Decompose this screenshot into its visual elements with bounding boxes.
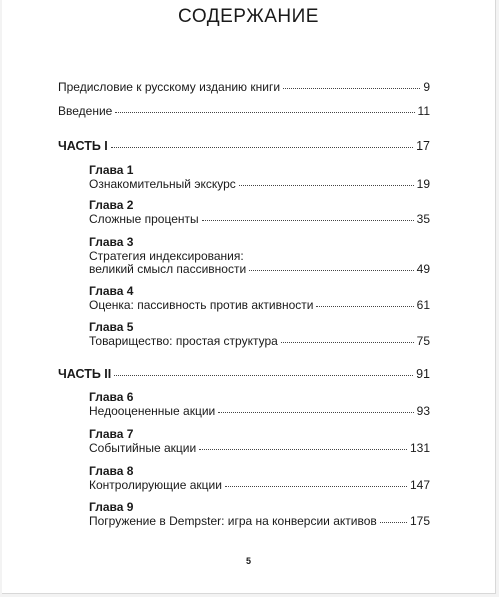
chapter-heading: Глава 2: [89, 198, 134, 212]
toc-entry-page: 9: [423, 80, 430, 94]
toc-part-2[interactable]: [58, 367, 430, 381]
toc-part-label: ЧАСТЬ I: [58, 139, 108, 153]
dot-leader: [218, 411, 413, 413]
toc-entry-page: 175: [409, 514, 430, 528]
toc-entry-label: Контролирующие акции: [89, 478, 222, 492]
dot-leader: [316, 305, 413, 307]
page-number: 5: [245, 556, 251, 566]
toc-entry-chapter-8[interactable]: [89, 478, 430, 492]
toc-part-label: ЧАСТЬ II: [58, 367, 112, 381]
toc-entry-label: Ознакомительный экскурс: [89, 177, 236, 191]
toc-entry-label: Оценка: пассивность против активности: [89, 298, 314, 312]
toc-entry-label: Товарищество: простая структура: [89, 334, 278, 348]
toc-entry-page: 49: [416, 262, 430, 276]
toc-part-1[interactable]: [58, 139, 430, 153]
page-title: СОДЕРЖАНИЕ: [178, 6, 319, 27]
document-page: [2, 0, 496, 594]
chapter-heading: Глава 8: [89, 464, 134, 478]
dot-leader: [199, 448, 407, 450]
dot-leader: [111, 146, 413, 148]
toc-entry-label: Сложные проценты: [89, 212, 199, 226]
chapter-heading: Глава 6: [89, 390, 134, 404]
chapter-heading: Глава 9: [89, 500, 134, 514]
dot-leader: [281, 341, 414, 343]
toc-entry-chapter-4[interactable]: [89, 298, 430, 312]
toc-entry-label: великий смысл пассивности: [89, 262, 247, 276]
chapter-heading: Глава 7: [89, 427, 134, 441]
toc-entry-chapter-1[interactable]: [89, 177, 430, 191]
toc-entry-chapter-3[interactable]: [89, 262, 430, 276]
toc-entry-label-line: Стратегия индексирования:: [89, 249, 244, 263]
chapter-heading: Глава 4: [89, 284, 134, 298]
toc-entry-label: Введение: [58, 104, 113, 118]
toc-entry-label: Событийные акции: [89, 441, 197, 455]
dot-leader: [202, 219, 414, 221]
toc-entry-page: 11: [417, 104, 430, 118]
toc-entry-page: 19: [416, 177, 430, 191]
toc-entry-page: 61: [416, 298, 430, 312]
toc-entry-preface[interactable]: [58, 80, 430, 94]
chapter-heading: Глава 1: [89, 163, 134, 177]
toc-entry-introduction[interactable]: [58, 104, 430, 118]
toc-entry-chapter-9[interactable]: [89, 514, 430, 528]
toc-part-page: 17: [416, 139, 430, 153]
dot-leader: [249, 269, 413, 271]
chapter-heading: Глава 3: [89, 235, 134, 249]
toc-entry-chapter-6[interactable]: [89, 404, 430, 418]
dot-leader: [239, 184, 414, 186]
toc-entry-chapter-2[interactable]: [89, 212, 430, 226]
toc-entry-label: Недооцененные акции: [89, 404, 216, 418]
toc-entry-page: 35: [416, 212, 430, 226]
dot-leader: [114, 374, 413, 376]
toc-entry-page: 75: [416, 334, 430, 348]
dot-leader: [115, 111, 414, 113]
toc-entry-chapter-7[interactable]: [89, 441, 430, 455]
toc-entry-chapter-5[interactable]: [89, 334, 430, 348]
toc-entry-label: Предисловие к русскому изданию книги: [58, 80, 281, 94]
toc-entry-page: 131: [409, 441, 430, 455]
dot-leader: [380, 521, 407, 523]
toc-entry-label: Погружение в Dempster: игра на конверсии активов: [89, 514, 377, 528]
toc-part-page: 91: [416, 367, 430, 381]
dot-leader: [225, 485, 407, 487]
toc-entry-page: 93: [416, 404, 430, 418]
toc-entry-page: 147: [409, 478, 430, 492]
chapter-heading: Глава 5: [89, 320, 134, 334]
dot-leader: [283, 87, 420, 89]
